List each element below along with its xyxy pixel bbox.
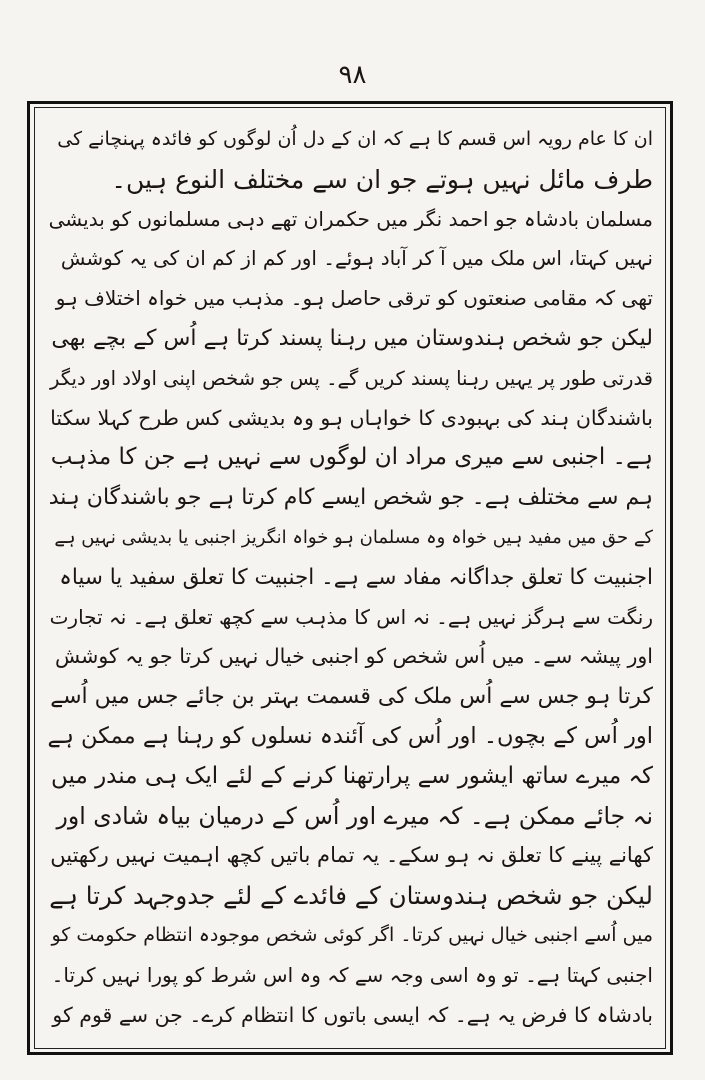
text-line: کرتا ہو جس سے اُس ملک کی قسمت بہتر بن جائے جس میں اُسے — [50, 684, 653, 710]
text-line: رنگت سے ہرگز نہیں ہے۔ نہ اس کا مذہب سے کچھ تعلق ہے۔ نہ تجارت — [49, 604, 653, 629]
text-line: نہیں کہتا، اس ملک میں آ کر آباد ہوئے۔ اور کم از کم ان کی یہ کوشش — [60, 246, 653, 271]
text-line: ان کا عام رویہ اس قسم کا ہے کہ ان کے دل اُن لوگوں کو فائدہ پہنچانے کی — [57, 128, 653, 150]
body-text — [47, 120, 653, 1035]
text-line: میں اُسے اجنبی خیال نہیں کرتا۔ اگر کوئی شخص موجودہ انتظام حکومت کو — [51, 923, 653, 946]
text-line: کھانے پینے کا تعلق نہ ہو سکے۔ یہ تمام باتیں کچھ اہمیت نہیں رکھتیں — [50, 843, 653, 868]
text-line: طرف مائل نہیں ہوتے جو ان سے مختلف النوع ہیں۔ — [111, 164, 653, 194]
text-line: قدرتی طور پر یہیں رہنا پسند کریں گے۔ پس جو شخص اپنی اولاد اور دیگر — [49, 366, 653, 390]
text-line: بادشاہ کا فرض یہ ہے۔ کہ ایسی باتوں کا انتظام کرے۔ جن سے قوم کو — [52, 1002, 653, 1027]
text-line: لیکن جو شخص ہندوستان کے فائدے کے لئے جدوجہد کرتا ہے — [49, 881, 653, 911]
text-line: اور اُس کے بچوں۔ اور اُس کی آئندہ نسلوں کو رہنا ہے ممکن ہے — [47, 722, 653, 749]
text-line: کے حق میں مفید ہیں خواہ وہ مسلمان ہو خواہ انگریز اجنبی یا بدیشی نہیں ہے — [54, 526, 653, 548]
page-border-inner — [34, 107, 666, 1049]
text-line: نہ جائے ممکن ہے۔ کہ میرے اور اُس کے درمیان بیاہ شادی اور — [56, 801, 653, 830]
text-line: اجنبی کہتا ہے۔ تو وہ اسی وجہ سے کہ وہ اس شرط کو پورا نہیں کرتا۔ — [51, 962, 653, 987]
text-line: باشندگان ہند کی بہبودی کا خواہاں ہو وہ بدیشی کس طرح کہلا سکتا — [50, 405, 653, 430]
text-line: اور پیشہ سے۔ میں اُس شخص کو اجنبی خیال نہیں کرتا جو یہ کوشش — [55, 644, 653, 669]
text-line: اجنبیت کا تعلق جداگانہ مفاد سے ہے۔ اجنبیت کا تعلق سفید یا سیاہ — [59, 564, 653, 590]
text-line: لیکن جو شخص ہندوستان میں رہنا پسند کرتا ہے اُس کے بچے بھی — [51, 325, 653, 351]
text-line: ہم سے مختلف ہے۔ جو شخص ایسے کام کرتا ہے جو باشندگان ہند — [48, 485, 653, 511]
page-number: ۹۸ — [338, 60, 367, 90]
text-line: کہ میرے ساتھ ایشور سے پرارتھنا کرنے کے لئے ایک ہی مندر میں — [51, 762, 653, 789]
text-line: تھی کہ مقامی صنعتوں کو ترقی حاصل ہو۔ مذہب میں خواہ اختلاف ہو — [55, 286, 653, 311]
text-line: مسلمان بادشاہ جو احمد نگر میں حکمران تھے دہی مسلمانوں کو بدیشی — [48, 206, 653, 231]
text-line: ہے۔ اجنبی سے میری مراد ان لوگوں سے نہیں ہے جن کا مذہب — [50, 444, 653, 471]
